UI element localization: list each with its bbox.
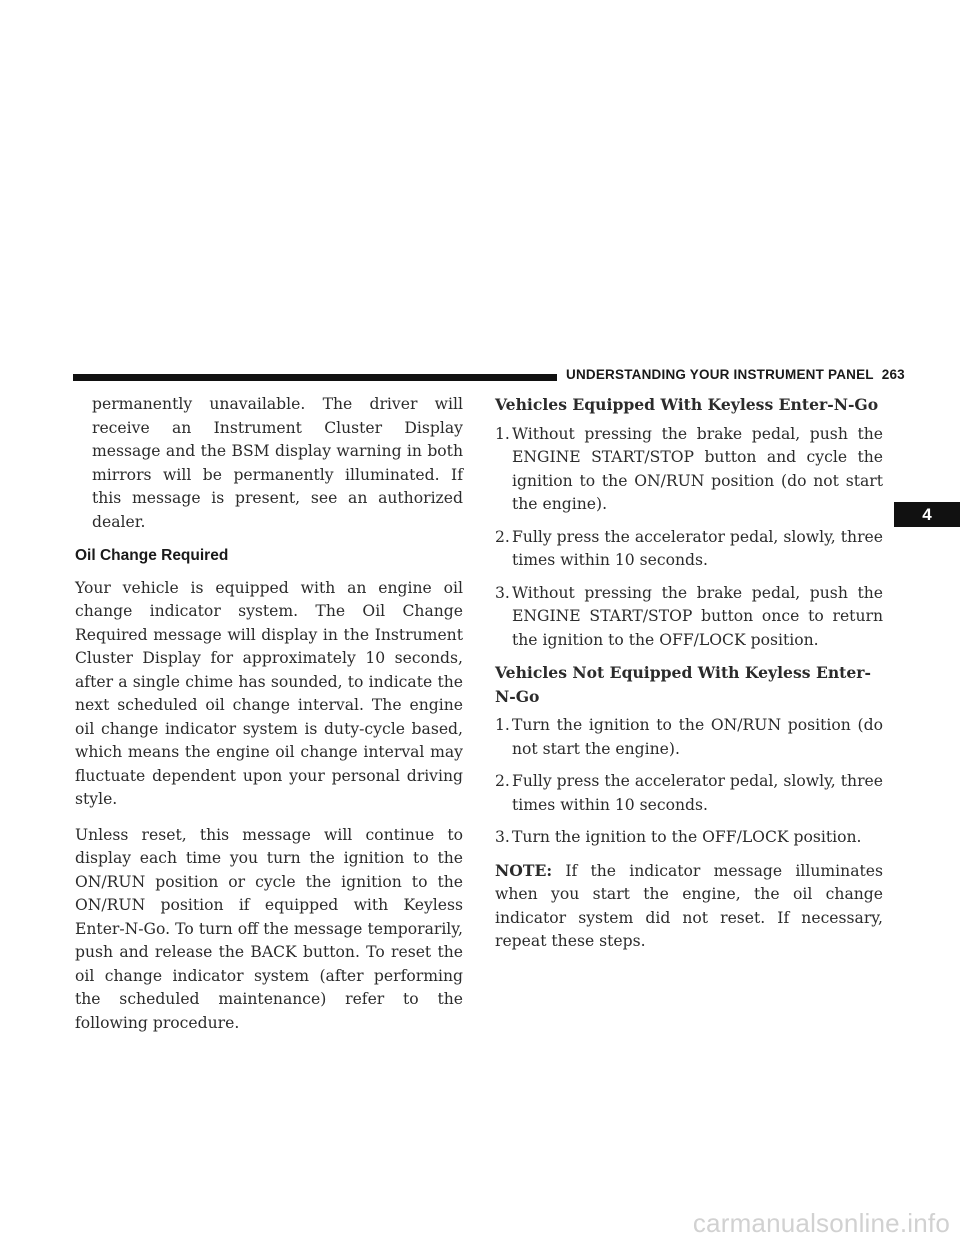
- step-number: 3.: [495, 828, 510, 846]
- step-text: Fully press the accelerator pedal, slowly, three times within 10 seconds.: [512, 772, 883, 814]
- step-number: 1.: [495, 424, 510, 443]
- step-text: Without pressing the brake pedal, push the ENGINE START/STOP button and cycle the ignition to the ON/RUN position (do not start the engine).: [512, 424, 883, 513]
- step-number: 2.: [495, 527, 510, 546]
- list-item: [495, 582, 883, 653]
- non-keyless-heading: Vehicles Not Equipped With Keyless Enter-N-Go: [495, 663, 871, 706]
- body-paragraph-2: Unless reset, this message will continue to display each time you turn the ignition to the ON/RUN position or cycle the ignition to the ON/RUN position if equipped with Keyless Enter-N-Go. To turn off the message temporarily, push and release the BACK button. To reset the oil change indicator system (after performing the scheduled maintenance) refer to the following procedure.: [75, 825, 463, 1032]
- keyless-steps-list: [495, 423, 883, 653]
- body-paragraph-1: Your vehicle is equipped with an engine oil change indicator system. The Oil Change Required message will display in the Instrument Cluster Display for approximately 10 seconds, after a single chime has sounded, to indicate the next scheduled oil change interval. The engine oil change indicator system is duty-cycle based, which means the engine oil change interval may fluctuate dependent upon your personal driving style.: [75, 578, 463, 808]
- non-keyless-steps-list: [495, 714, 883, 850]
- step-text: Fully press the accelerator pedal, slowly, three times within 10 seconds.: [512, 527, 883, 569]
- step-text: Turn the ignition to the OFF/LOCK position.: [512, 828, 862, 846]
- note-paragraph: [495, 859, 883, 954]
- step-number: 1.: [495, 716, 510, 734]
- step-number: 3.: [495, 583, 510, 602]
- header-title: UNDERSTANDING YOUR INSTRUMENT PANEL: [566, 367, 874, 382]
- list-item: [495, 423, 883, 517]
- page-number: 263: [881, 367, 905, 382]
- list-item: [495, 526, 883, 573]
- right-column: [495, 393, 883, 954]
- note-label: NOTE:: [495, 860, 553, 880]
- chapter-tab: 4: [894, 502, 960, 527]
- header-rule: [73, 374, 557, 381]
- site-watermark: carmanualsonline.info: [692, 1208, 950, 1238]
- continued-paragraph: permanently unavailable. The driver will receive an Instrument Cluster Display message and the BSM display warning in both mirrors will be permanently illuminated. If this message is present, see an authorized dealer.: [92, 395, 463, 531]
- list-item: [495, 770, 883, 817]
- section-heading: Oil Change Required: [75, 547, 229, 564]
- left-column: [75, 393, 463, 1035]
- list-item: [495, 826, 883, 850]
- note-text: If the indicator message illuminates when you start the engine, the oil change indicator system did not reset. If necessary, repeat these steps.: [495, 861, 883, 950]
- step-number: 2.: [495, 772, 510, 790]
- running-header: [566, 367, 905, 382]
- step-text: Turn the ignition to the ON/RUN position (do not start the engine).: [512, 716, 883, 758]
- keyless-heading: Vehicles Equipped With Keyless Enter-N-Go: [495, 395, 879, 414]
- step-text: Without pressing the brake pedal, push the ENGINE START/STOP button once to return the ignition to the OFF/LOCK position.: [512, 583, 883, 649]
- list-item: [495, 714, 883, 761]
